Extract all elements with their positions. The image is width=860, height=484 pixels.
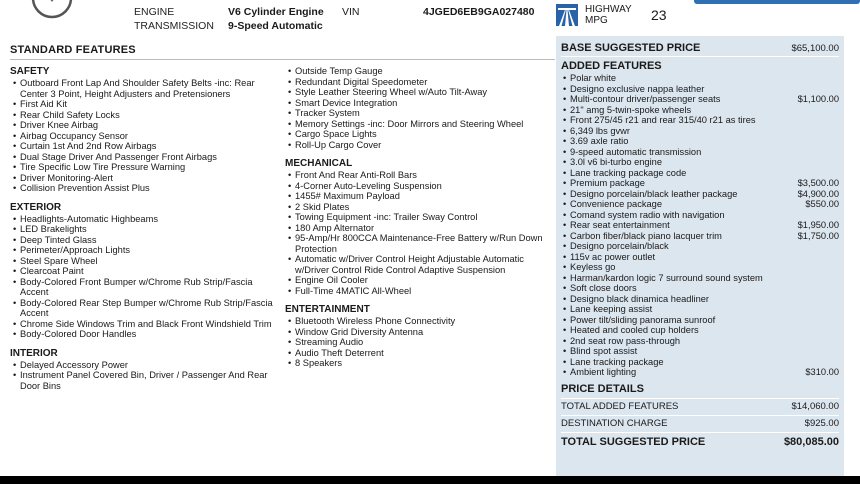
added-feature-price: $1,750.00 bbox=[797, 230, 839, 241]
added-feature-name: • Power tilt/sliding panorama sunroof bbox=[561, 315, 783, 326]
total-added-row bbox=[561, 398, 839, 415]
added-feature-item bbox=[561, 367, 839, 378]
feature-list bbox=[10, 360, 282, 392]
added-feature-price: $1,950.00 bbox=[797, 220, 839, 230]
added-feature-price: $310.00 bbox=[805, 367, 839, 377]
added-feature-item bbox=[561, 357, 839, 368]
vehicle-spec-header bbox=[0, 0, 860, 34]
feature-item: • Body-Colored Front Bumper w/Chrome Rub Strip/Fascia Accent bbox=[10, 277, 282, 298]
added-feature-name: • Ambient lighting bbox=[561, 367, 783, 378]
feature-item: • Audio Theft Deterrent bbox=[285, 348, 555, 359]
added-feature-item bbox=[561, 147, 839, 158]
feature-item: • Window Grid Diversity Antenna bbox=[285, 327, 555, 338]
added-feature-item bbox=[561, 126, 839, 137]
feature-item: • Rear Child Safety Locks bbox=[10, 110, 282, 121]
added-feature-name: • Comand system radio with navigation bbox=[561, 210, 783, 221]
added-feature-name: • Designo exclusive nappa leather bbox=[561, 84, 783, 95]
standard-features-title: STANDARD FEATURES bbox=[10, 44, 136, 56]
added-features-title: ADDED FEATURES bbox=[561, 60, 662, 72]
added-feature-name: • Lane tracking package bbox=[561, 357, 783, 368]
feature-item: • 2 Skid Plates bbox=[285, 202, 555, 213]
added-feature-name: • Lane keeping assist bbox=[561, 304, 783, 315]
added-feature-item bbox=[561, 346, 839, 357]
added-feature-item bbox=[561, 304, 839, 315]
feature-item: • Outside Temp Gauge bbox=[285, 66, 555, 77]
pricing-panel bbox=[556, 36, 844, 476]
added-feature-item bbox=[561, 273, 839, 284]
total-added-value: $14,060.00 bbox=[791, 400, 839, 412]
feature-item: • Towing Equipment -inc: Trailer Sway Control bbox=[285, 212, 555, 223]
feature-group bbox=[10, 66, 282, 194]
added-features-list bbox=[561, 73, 839, 378]
added-feature-item bbox=[561, 252, 839, 263]
feature-group-heading: INTERIOR bbox=[10, 347, 58, 359]
added-feature-item bbox=[561, 136, 839, 147]
added-feature-item bbox=[561, 294, 839, 305]
feature-item: • Tire Specific Low Tire Pressure Warning bbox=[10, 162, 282, 173]
transmission-value: 9-Speed Automatic bbox=[228, 20, 323, 32]
added-feature-name: • Heated and cooled cup holders bbox=[561, 325, 783, 336]
highway-icon bbox=[556, 4, 578, 26]
added-feature-name: • Keyless go bbox=[561, 262, 783, 273]
standard-features bbox=[10, 44, 555, 391]
price-details-title: PRICE DETAILS bbox=[561, 382, 644, 395]
feature-item: • Clearcoat Paint bbox=[10, 266, 282, 277]
feature-group bbox=[285, 66, 555, 150]
feature-item: • Engine Oil Cooler bbox=[285, 275, 555, 286]
added-feature-item bbox=[561, 73, 839, 84]
added-feature-name: • 3.69 axle ratio bbox=[561, 136, 783, 147]
divider bbox=[10, 59, 555, 60]
added-feature-item bbox=[561, 315, 839, 326]
added-feature-item bbox=[561, 325, 839, 336]
feature-item: • 8 Speakers bbox=[285, 358, 555, 369]
feature-list bbox=[10, 78, 282, 194]
feature-item: • Perimeter/Approach Lights bbox=[10, 245, 282, 256]
feature-group bbox=[285, 158, 555, 296]
added-feature-name: • 115v ac power outlet bbox=[561, 252, 783, 263]
feature-item: • Redundant Digital Speedometer bbox=[285, 77, 555, 88]
highway-mpg-value: 23 bbox=[651, 7, 667, 23]
added-feature-name: • Rear seat entertainment bbox=[561, 220, 783, 231]
added-feature-name: • Designo black dinamica headliner bbox=[561, 294, 783, 305]
feature-item: • Full-Time 4MATIC All-Wheel bbox=[285, 286, 555, 297]
feature-item: • Streaming Audio bbox=[285, 337, 555, 348]
added-feature-name: • 6,349 lbs gvwr bbox=[561, 126, 783, 137]
destination-label: DESTINATION CHARGE bbox=[561, 417, 668, 429]
added-feature-name: • Soft close doors bbox=[561, 283, 783, 294]
engine-value: V6 Cylinder Engine bbox=[228, 6, 324, 18]
feature-item: • Chrome Side Windows Trim and Black Front Windshield Trim bbox=[10, 319, 282, 330]
feature-item: • 95-Amp/Hr 800CCA Maintenance-Free Battery w/Run Down Protection bbox=[285, 233, 555, 254]
feature-group bbox=[285, 304, 555, 369]
feature-list bbox=[285, 66, 555, 150]
feature-item: • Memory Settings -inc: Door Mirrors and Steering Wheel bbox=[285, 119, 555, 130]
feature-item: • First Aid Kit bbox=[10, 99, 282, 110]
added-feature-price: $1,100.00 bbox=[797, 94, 839, 104]
destination-row bbox=[561, 415, 839, 432]
added-feature-item bbox=[561, 94, 839, 105]
total-added-label: TOTAL ADDED FEATURES bbox=[561, 400, 679, 412]
base-price-label: BASE SUGGESTED PRICE bbox=[561, 42, 701, 54]
feature-item: • Dual Stage Driver And Passenger Front Airbags bbox=[10, 152, 282, 163]
feature-item: • Tracker System bbox=[285, 108, 555, 119]
feature-list bbox=[10, 214, 282, 340]
added-feature-name: • Carbon fiber/black piano lacquer trim bbox=[561, 231, 783, 242]
added-feature-name: • Multi-contour driver/passenger seats bbox=[561, 94, 783, 105]
added-feature-price: $4,900.00 bbox=[797, 188, 839, 199]
feature-list bbox=[285, 316, 555, 369]
highway-label: HIGHWAY bbox=[585, 4, 632, 15]
added-feature-item bbox=[561, 220, 839, 231]
feature-list bbox=[285, 170, 555, 296]
feature-item: • 180 Amp Alternator bbox=[285, 223, 555, 234]
feature-group bbox=[10, 348, 282, 392]
top-action-button[interactable] bbox=[694, 0, 860, 4]
feature-item: • Automatic w/Driver Control Height Adjustable Automatic w/Driver Control Ride Control Adaptive Suspension bbox=[285, 254, 555, 275]
added-feature-name: • 3.0l v6 bi-turbo engine bbox=[561, 157, 783, 168]
added-feature-item bbox=[561, 115, 839, 126]
feature-group-heading: EXTERIOR bbox=[10, 201, 62, 213]
added-feature-name: • Harman/kardon logic 7 surround sound system bbox=[561, 273, 783, 284]
feature-group-heading: MECHANICAL bbox=[285, 158, 353, 169]
feature-group bbox=[10, 202, 282, 340]
feature-item: • Delayed Accessory Power bbox=[10, 360, 282, 371]
mercedes-star-logo-icon bbox=[30, 0, 74, 20]
features-column-2 bbox=[285, 66, 555, 377]
added-feature-price: $3,500.00 bbox=[797, 178, 839, 188]
added-feature-item bbox=[561, 336, 839, 347]
vin-value: 4JGED6EB9GA027480 bbox=[423, 6, 535, 18]
base-price-value: $65,100.00 bbox=[791, 43, 839, 54]
feature-item: • Driver Monitoring-Alert bbox=[10, 173, 282, 184]
feature-item: • 4-Corner Auto-Leveling Suspension bbox=[285, 181, 555, 192]
added-feature-item bbox=[561, 105, 839, 116]
transmission-label: TRANSMISSION bbox=[134, 20, 214, 32]
added-feature-item bbox=[561, 231, 839, 242]
added-feature-item bbox=[561, 210, 839, 221]
total-price-label: TOTAL SUGGESTED PRICE bbox=[561, 435, 706, 448]
added-feature-item bbox=[561, 178, 839, 189]
added-feature-name: • Premium package bbox=[561, 178, 783, 189]
feature-item: • Steel Spare Wheel bbox=[10, 256, 282, 267]
feature-item: • Body-Colored Rear Step Bumper w/Chrome Rub Strip/Fascia Accent bbox=[10, 298, 282, 319]
highway-mpg-label bbox=[585, 4, 632, 26]
feature-item: • Instrument Panel Covered Bin, Driver / Passenger And Rear Door Bins bbox=[10, 370, 282, 391]
feature-item: • Deep Tinted Glass bbox=[10, 235, 282, 246]
mpg-label: MPG bbox=[585, 15, 608, 26]
divider bbox=[561, 56, 839, 57]
added-feature-name: • Designo porcelain/black leather package bbox=[561, 189, 783, 200]
added-feature-name: • Designo porcelain/black bbox=[561, 241, 783, 252]
added-feature-item bbox=[561, 262, 839, 273]
added-feature-item bbox=[561, 157, 839, 168]
feature-item: • LED Brakelights bbox=[10, 224, 282, 235]
feature-item: • Roll-Up Cargo Cover bbox=[285, 140, 555, 151]
engine-label: ENGINE bbox=[134, 6, 175, 18]
feature-group-heading: ENTERTAINMENT bbox=[285, 304, 370, 315]
added-feature-name: • 2nd seat row pass-through bbox=[561, 336, 783, 347]
feature-item: • Headlights-Automatic Highbeams bbox=[10, 214, 282, 225]
feature-item: • Outboard Front Lap And Shoulder Safety Belts -inc: Rear Center 3 Point, Height Adjusters and Pretensioners bbox=[10, 78, 282, 99]
feature-item: • Collision Prevention Assist Plus bbox=[10, 183, 282, 194]
added-feature-item bbox=[561, 283, 839, 294]
feature-item: • Body-Colored Door Handles bbox=[10, 329, 282, 340]
added-feature-name: • Blind spot assist bbox=[561, 346, 783, 357]
added-feature-item bbox=[561, 84, 839, 95]
vin-label: VIN bbox=[342, 6, 360, 18]
feature-item: • Driver Knee Airbag bbox=[10, 120, 282, 131]
destination-value: $925.00 bbox=[804, 417, 839, 429]
feature-group-heading: SAFETY bbox=[10, 66, 50, 77]
features-column-1 bbox=[10, 66, 282, 399]
added-feature-price: $550.00 bbox=[805, 199, 839, 209]
feature-item: • Airbag Occupancy Sensor bbox=[10, 131, 282, 142]
base-price-row bbox=[561, 42, 839, 54]
added-feature-item bbox=[561, 241, 839, 252]
total-price-value: $80,085.00 bbox=[783, 435, 839, 448]
added-feature-name: • Convenience package bbox=[561, 199, 783, 210]
added-feature-name: • 21" amg 5-twin-spoke wheels bbox=[561, 105, 783, 116]
total-price-row bbox=[561, 432, 839, 448]
added-feature-item bbox=[561, 199, 839, 210]
feature-item: • Style Leather Steering Wheel w/Auto Tilt-Away bbox=[285, 87, 555, 98]
feature-item: • Front And Rear Anti-Roll Bars bbox=[285, 170, 555, 181]
added-feature-name: • Front 275/45 r21 and rear 315/40 r21 as tires bbox=[561, 115, 783, 126]
feature-item: • 1455# Maximum Payload bbox=[285, 191, 555, 202]
added-feature-item bbox=[561, 168, 839, 179]
feature-item: • Curtain 1st And 2nd Row Airbags bbox=[10, 141, 282, 152]
feature-item: • Smart Device Integration bbox=[285, 98, 555, 109]
feature-item: • Cargo Space Lights bbox=[285, 129, 555, 140]
added-feature-item bbox=[561, 189, 839, 200]
added-feature-name: • 9-speed automatic transmission bbox=[561, 147, 783, 158]
added-feature-name: • Polar white bbox=[561, 73, 783, 84]
feature-item: • Bluetooth Wireless Phone Connectivity bbox=[285, 316, 555, 327]
added-feature-name: • Lane tracking package code bbox=[561, 168, 783, 179]
